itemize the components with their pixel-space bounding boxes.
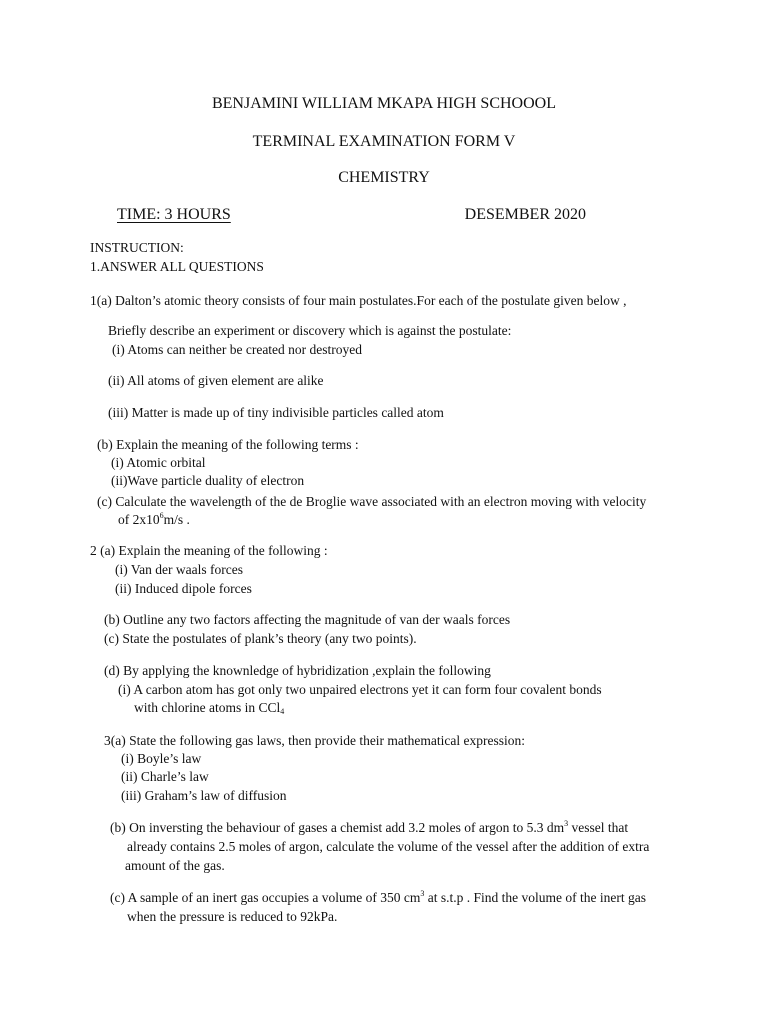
q3a-ii: (ii) Charle’s law — [121, 769, 209, 784]
q1b: (b) Explain the meaning of the following terms : — [97, 437, 359, 452]
q3b-line3: amount of the gas. — [125, 858, 225, 873]
q2d-i-line2: with chlorine atoms in CCl$_4$ — [134, 700, 285, 716]
q3a-iii: (iii) Graham’s law of diffusion — [121, 788, 287, 803]
q1a-stem: Briefly describe an experiment or discovery which is against the postulate: — [108, 323, 512, 338]
subject-title: CHEMISTRY — [338, 169, 430, 186]
q2a: 2 (a) Explain the meaning of the following : — [90, 543, 328, 558]
q2d: (d) By applying the knownledge of hybridization ,explain the following — [104, 663, 491, 678]
q1b-i: (i) Atomic orbital — [111, 455, 206, 470]
q3c: (c) A sample of an inert gas occupies a volume of 350 $cm^3$ at s.t.p . Find the volume of the inert gas — [110, 889, 647, 905]
time-date-line — [117, 205, 586, 225]
q2d-i: (i) A carbon atom has got only two unpaired electrons yet it can form four covalent bonds — [118, 682, 602, 697]
school-name: BENJAMINI WILLIAM MKAPA HIGH SCHOOOL — [211, 95, 556, 112]
q3b: (b) On inversting the behaviour of gases a chemist add 3.2 moles of argon to 5.3 $dm^3$ vessel that — [110, 819, 629, 835]
q3a-i: (i) Boyle’s law — [121, 751, 202, 766]
instruction-title: INSTRUCTION: — [90, 240, 184, 255]
q1a-ii: (ii) All atoms of given element are alike — [108, 373, 324, 388]
exam-time: TIME: 3 HOURS — [117, 206, 231, 223]
q2a-ii: (ii) Induced dipole forces — [115, 581, 252, 596]
q1a-iii: (iii) Matter is made up of tiny indivisible particles called atom — [108, 405, 444, 420]
instruction-item: 1.ANSWER ALL QUESTIONS — [90, 259, 264, 274]
q1c-line2: of $2x10^6m/s$ . — [118, 511, 190, 527]
exam-title: TERMINAL EXAMINATION FORM V — [252, 133, 516, 150]
q1b-ii: (ii)Wave particle duality of electron — [111, 473, 305, 488]
q3a: 3(a) State the following gas laws, then provide their mathematical expression: — [104, 733, 526, 748]
q2c: (c) State the postulates of plank’s theory (any two points). — [104, 631, 417, 646]
q2b: (b) Outline any two factors affecting the magnitude of van der waals forces — [104, 612, 511, 627]
q3b-line2: already contains 2.5 moles of argon, calculate the volume of the vessel after the addition of extra — [127, 839, 650, 854]
q1a-intro: 1(a) Dalton’s atomic theory consists of four main postulates.For each of the postulate given below , — [90, 293, 627, 308]
q2a-i: (i) Van der waals forces — [115, 562, 243, 577]
q1a-i: (i) Atoms can neither be created nor destroyed — [112, 342, 363, 357]
q3c-line2: when the pressure is reduced to 92kPa. — [127, 909, 338, 924]
exam-date: DESEMBER 2020 — [464, 206, 586, 223]
q1c: (c) Calculate the wavelength of the de Broglie wave associated with an electron moving with velocity — [97, 494, 647, 509]
